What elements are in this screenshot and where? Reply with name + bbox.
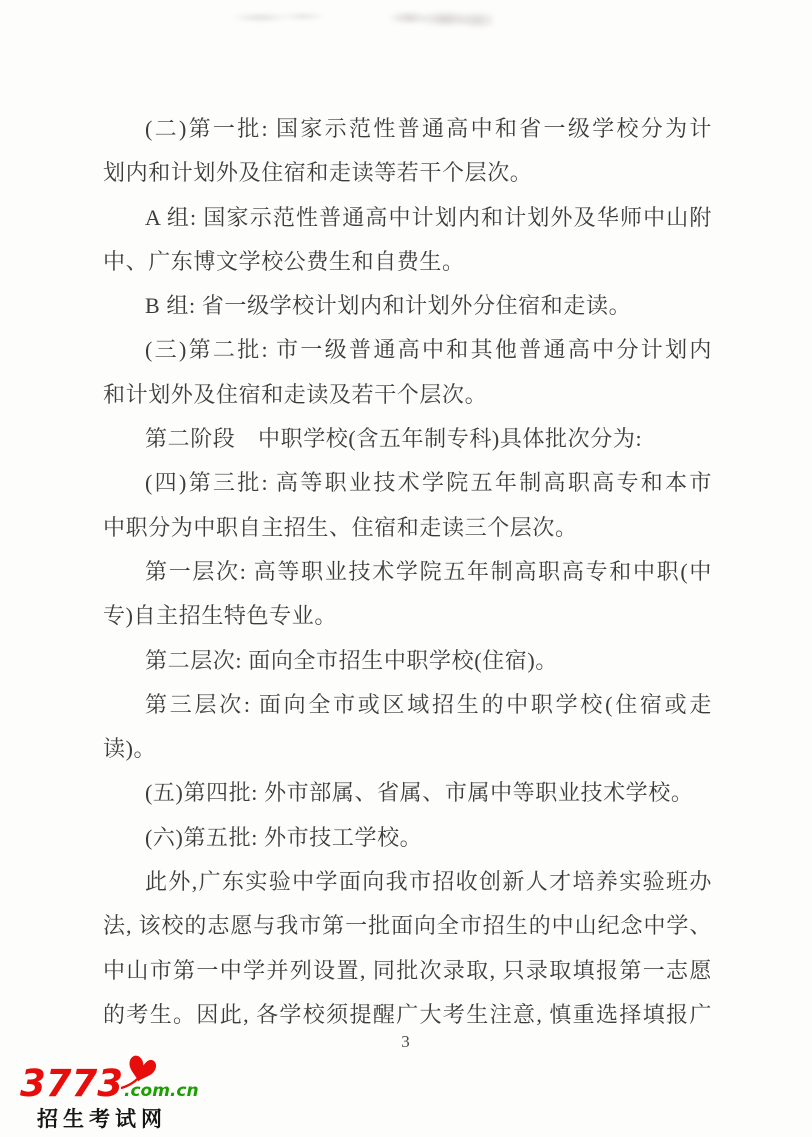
page-number: 3	[401, 1032, 411, 1051]
text-line: (六)第五批: 外市技工学校。	[145, 824, 423, 850]
text-line: (三)第二批: 市一级普通高中和其他普通高中分计划内	[145, 337, 712, 363]
scan-smudge	[232, 12, 327, 23]
text-line: 读)。	[103, 736, 157, 762]
text-line: A 组: 国家示范性普通高中计划内和计划外及华师中山附	[145, 204, 712, 230]
logo-brand-text: 3773	[20, 1062, 123, 1105]
text-line: 和计划外及住宿和走读及若干个层次。	[103, 381, 488, 407]
site-logo	[20, 1056, 200, 1133]
text-line: 专)自主招生特色专业。	[103, 603, 337, 629]
heart-icon	[121, 1053, 163, 1095]
logo-domain-text: .com.cn	[123, 1081, 199, 1101]
scan-smudge	[388, 8, 493, 30]
text-line: 中、广东博文学校公费生和自费生。	[103, 248, 465, 274]
text-line: 第二阶段 中职学校(含五年制专科)具体批次分为:	[145, 426, 643, 452]
text-line: 的考生。因此, 各学校须提醒广大考生注意, 慎重选择填报广	[103, 1001, 712, 1027]
logo-tagline: 招生考试网	[37, 1107, 167, 1131]
text-line: (四)第三批: 高等职业技术学院五年制高职高专和本市	[145, 470, 712, 496]
text-line: 此外,广东实验中学面向我市招收创新人才培养实验班办	[145, 869, 712, 895]
text-line: 划内和计划外及住宿和走读等若干个层次。	[103, 160, 533, 186]
document-body	[103, 107, 712, 1037]
text-line: 第一层次: 高等职业技术学院五年制高职高专和中职(中	[145, 558, 712, 584]
logo-wordmark	[20, 1056, 200, 1105]
text-line: (五)第四批: 外市部属、省属、市属中等职业技术学校。	[145, 780, 694, 806]
text-line: 中职分为中职自主招生、住宿和走读三个层次。	[103, 514, 578, 540]
text-line: 法, 该校的志愿与我市第一批面向全市招生的中山纪念中学、	[103, 913, 712, 939]
text-line: 第二层次: 面向全市招生中职学校(住宿)。	[145, 647, 558, 673]
text-line: 中山市第一中学并列设置, 同批次录取, 只录取填报第一志愿	[103, 957, 712, 983]
text-line: (二)第一批: 国家示范性普通高中和省一级学校分为计	[145, 116, 712, 141]
text-line: 第三层次: 面向全市或区域招生的中职学校(住宿或走	[145, 691, 712, 717]
text-line: B 组: 省一级学校计划内和计划外分住宿和走读。	[145, 293, 632, 319]
